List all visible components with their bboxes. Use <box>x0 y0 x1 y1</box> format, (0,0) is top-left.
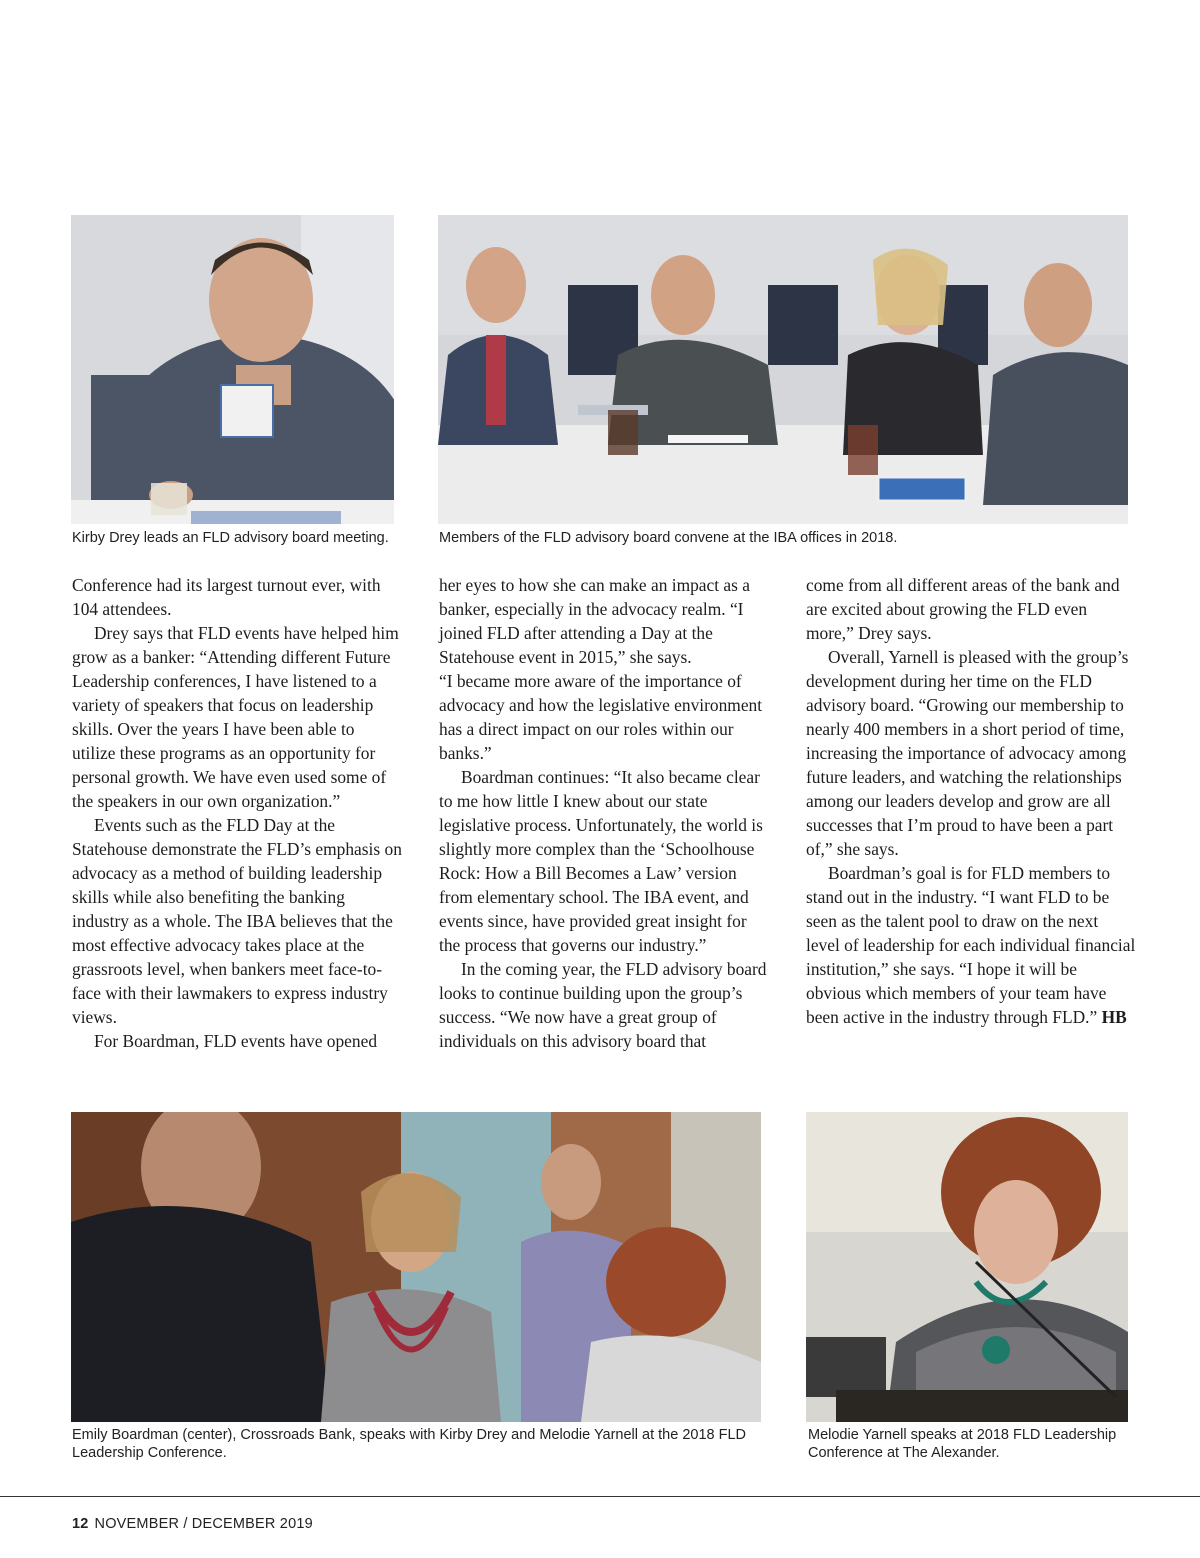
photo-advisory-board <box>438 215 1128 524</box>
photo-boardman-conversation <box>71 1112 761 1422</box>
article-column-2 <box>439 573 769 1053</box>
paragraph: come from all different areas of the bank and are excited about growing the FLD even more,” Drey says. <box>806 575 1120 643</box>
paragraph-text: Boardman’s goal is for FLD members to stand out in the industry. “I want FLD to be seen as the talent pool to draw on the next level of leadership for each individual financial institution,” she says. “I hope it will be obvious which members of your team have been active in the industry through FLD.” <box>806 863 1136 1027</box>
caption-bottom-left: Emily Boardman (center), Crossroads Bank, speaks with Kirby Drey and Melodie Yarnell at the 2018 FLD Leadership Conference. <box>72 1427 747 1461</box>
caption-top-left: Kirby Drey leads an FLD advisory board meeting. <box>72 530 389 546</box>
article-column-1 <box>72 573 402 1053</box>
issue-date: NOVEMBER / DECEMBER 2019 <box>94 1516 313 1532</box>
caption-bottom-right: Melodie Yarnell speaks at 2018 FLD Leadership Conference at The Alexander. <box>808 1427 1117 1461</box>
footer-rule <box>0 1496 1200 1497</box>
page-number: 12 <box>72 1516 89 1532</box>
photo-melodie-yarnell <box>806 1112 1128 1422</box>
signoff: HB <box>1101 1007 1127 1027</box>
photo-kirby-drey <box>71 215 394 524</box>
paragraph: Events such as the FLD Day at the Statehouse demonstrate the FLD’s emphasis on advocacy as a method of building leadership skills while also benefiting the banking industry as a whole. The IBA believes that the most effective advocacy takes place at the grassroots level, when bankers meet face-to-face with their lawmakers to express industry views. <box>72 815 402 1027</box>
caption-top-right: Members of the FLD advisory board convene at the IBA offices in 2018. <box>439 530 898 546</box>
paragraph: Boardman continues: “It also became clear to me how little I knew about our state legislative process. Unfortunately, the world is slightly more complex than the ‘Schoolhouse Rock: How a Bill Becomes a Law’ version from elementary school. The IBA event, and events since, have provided great insight for the process that governs our industry.” <box>439 767 763 955</box>
paragraph: Drey says that FLD events have helped him grow as a banker: “Attending different Future Leadership conferences, I have listened to a variety of speakers that focus on leadership skills. Over the years I have been able to utilize these programs as an opportunity for personal growth. We have even used some of the speakers in our own organization.” <box>72 623 399 811</box>
paragraph: Overall, Yarnell is pleased with the group’s development during her time on the FLD advisory board. “Growing our membership to nearly 400 members in a short period of time, increasing the importance of advocacy among future leaders, and watching the relationships among our leaders develop and grow are all successes that I’m proud to have been a part of,” she says. <box>806 647 1129 859</box>
paragraph: Conference had its largest turnout ever, with 104 attendees. <box>72 575 381 619</box>
paragraph: “I became more aware of the importance of advocacy and how the legislative environment has a direct impact on our roles within our banks.” <box>439 671 763 763</box>
paragraph <box>806 861 1136 1029</box>
paragraph: In the coming year, the FLD advisory board looks to continue building upon the group’s success. “We now have a great group of individuals on this advisory board that <box>439 959 767 1051</box>
paragraph: her eyes to how she can make an impact as a banker, especially in the advocacy realm. “I joined FLD after attending a Day at the Statehouse event in 2015,” she says. <box>439 575 750 667</box>
page-footer <box>72 1516 313 1532</box>
paragraph: For Boardman, FLD events have opened <box>94 1031 378 1051</box>
article-column-3 <box>806 573 1136 1029</box>
